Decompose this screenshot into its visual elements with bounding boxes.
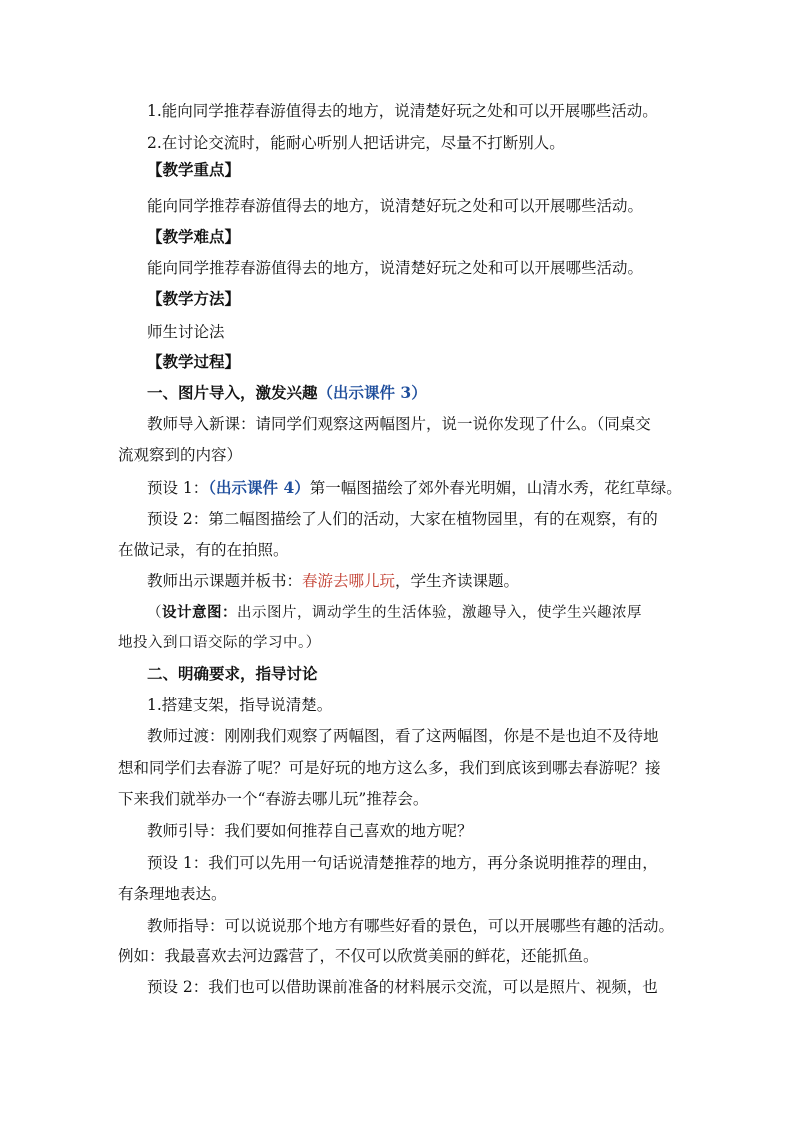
transition-line-2: 想和同学们去春游了呢？可是好玩的地方这么多，我们到底该到哪去春游呢？接 — [118, 759, 661, 777]
design-intent-text: 出示图片，调动学生的生活体验，激趣导入，使学生兴趣浓厚 — [237, 605, 642, 621]
difficulty-text: 能向同学推荐春游值得去的地方，说清楚好玩之处和可以开展哪些活动。 — [147, 259, 644, 277]
board-title: 春游去哪儿玩 — [302, 572, 396, 590]
section2-step1: 1.搭建支架，指导说清楚。 — [147, 696, 333, 714]
key-point-text: 能向同学推荐春游值得去的地方，说清楚好玩之处和可以开展哪些活动。 — [147, 197, 644, 215]
section1-title: 一、图片导入，激发兴趣 — [147, 383, 318, 402]
design-intent-line-2: 地投入到口语交际的学习中。） — [118, 635, 321, 651]
design-open-paren: （ — [147, 605, 162, 621]
courseware-4-label: （出示课件 4） — [208, 478, 310, 497]
board-prefix: 教师出示课题并板书： — [147, 572, 303, 590]
design-intent-label: 设计意图： — [162, 605, 237, 621]
method-heading: 【教学方法】 — [147, 289, 241, 308]
guide-line: 教师引导：我们要如何推荐自己喜欢的地方呢？ — [147, 822, 473, 840]
difficulty-heading: 【教学难点】 — [147, 227, 241, 246]
section1-title-line — [147, 383, 707, 403]
preset2-line-1: 预设 2：第二幅图描绘了人们的活动，大家在植物园里，有的在观察，有的 — [147, 510, 658, 528]
objective-1: 1.能向同学推荐春游值得去的地方，说清楚好玩之处和可以开展哪些活动。 — [147, 102, 658, 120]
key-point-heading: 【教学重点】 — [147, 160, 241, 179]
s2-preset1-line-2: 有条理地表达。 — [118, 885, 227, 903]
intro-line-1: 教师导入新课：请同学们观察这两幅图片，说一说你发现了什么。（同桌交 — [147, 415, 651, 433]
process-heading: 【教学过程】 — [147, 352, 241, 371]
method-text: 师生讨论法 — [147, 323, 225, 341]
board-line — [147, 571, 707, 591]
design-intent-line-1 — [147, 603, 707, 623]
courseware-3-label: （出示课件 3） — [317, 383, 427, 402]
objective-2: 2.在讨论交流时，能耐心听别人把话讲完，尽量不打断别人。 — [147, 134, 565, 152]
instruct-line-2: 例如：我最喜欢去河边露营了，不仅可以欣赏美丽的鲜花，还能抓鱼。 — [118, 947, 599, 965]
transition-line-1: 教师过渡：刚刚我们观察了两幅图，看了这两幅图，你是不是也迫不及待地 — [147, 727, 659, 745]
transition-line-3: 下来我们就举办一个“春游去哪儿玩”推荐会。 — [118, 790, 429, 808]
preset1-text: 第一幅图描绘了郊外春光明媚，山清水秀，花红草绿。 — [309, 479, 682, 497]
intro-line-2: 流观察到的内容） — [118, 446, 243, 464]
s2-preset2-line-1: 预设 2：我们也可以借助课前准备的材料展示交流，可以是照片、视频，也 — [147, 978, 658, 996]
section2-title: 二、明确要求，指导讨论 — [147, 664, 318, 683]
preset1-prefix: 预设 1： — [147, 479, 209, 497]
preset1-line — [147, 478, 707, 498]
preset2-line-2: 在做记录，有的在拍照。 — [118, 541, 289, 559]
board-suffix: ，学生齐读课题。 — [395, 572, 520, 590]
instruct-line-1: 教师指导：可以说说那个地方有哪些好看的景色，可以开展哪些有趣的活动。 — [147, 917, 675, 935]
s2-preset1-line-1: 预设 1：我们可以先用一句话说清楚推荐的地方，再分条说明推荐的理由， — [147, 854, 658, 872]
